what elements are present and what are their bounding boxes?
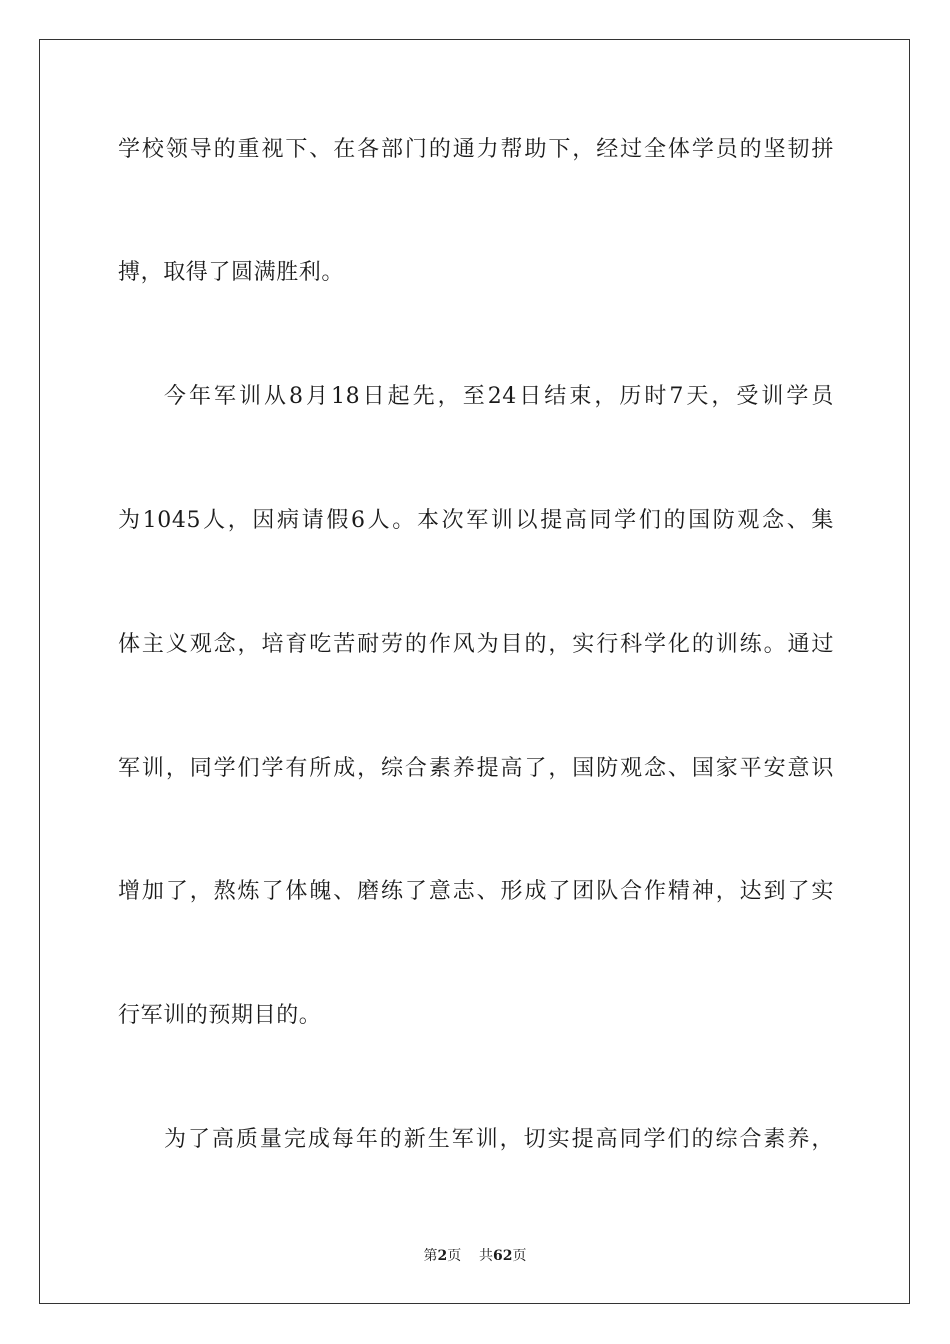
page-prefix: 第 <box>423 1248 438 1264</box>
body-line-7: 增加了，熬炼了体魄、磨练了意志、形成了团队合作精神，达到了实 <box>118 879 834 904</box>
page-number: 2 <box>437 1248 448 1264</box>
total-pages: 62 <box>493 1248 513 1264</box>
body-line-8: 行军训的预期目的。 <box>118 1003 322 1028</box>
body-line-1: 学校领导的重视下、在各部门的通力帮助下，经过全体学员的坚韧拼 <box>118 137 834 162</box>
body-line-9: 为了高质量完成每年的新生军训，切实提高同学们的综合素养， <box>164 1127 834 1152</box>
total-prefix: 共 <box>479 1248 494 1264</box>
body-line-4: 为1045人，因病请假6人。本次军训以提高同学们的国防观念、集 <box>118 508 834 533</box>
body-line-2: 搏，取得了圆满胜利。 <box>118 260 345 285</box>
body-line-6: 军训，同学们学有所成，综合素养提高了，国防观念、国家平安意识 <box>118 756 834 781</box>
body-line-5: 体主义观念，培育吃苦耐劳的作风为目的，实行科学化的训练。通过 <box>118 632 834 657</box>
page-footer <box>0 1246 950 1266</box>
page-border <box>39 39 910 1304</box>
page-suffix: 页 <box>447 1248 462 1264</box>
total-suffix: 页 <box>512 1248 527 1264</box>
body-line-3: 今年军训从8月18日起先，至24日结束，历时7天，受训学员 <box>164 384 834 409</box>
